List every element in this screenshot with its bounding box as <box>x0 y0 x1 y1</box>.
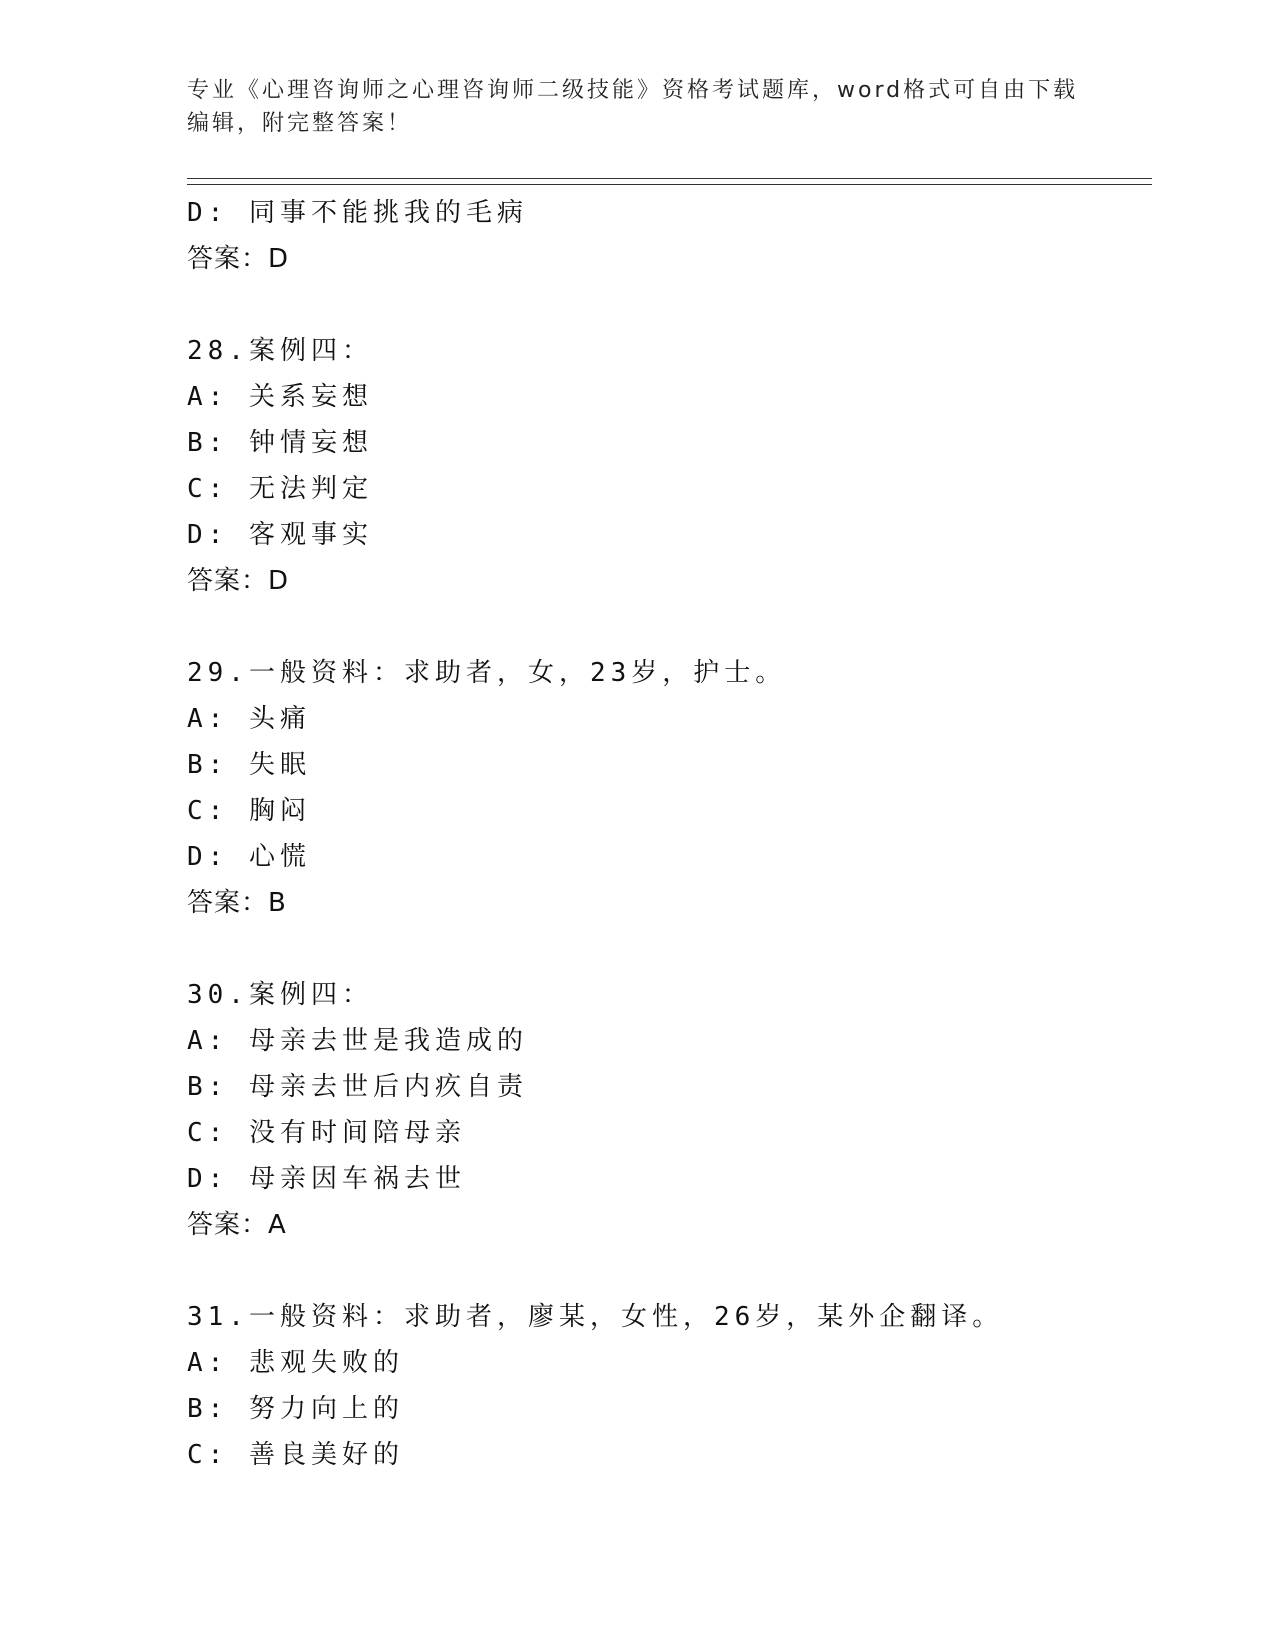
question-block <box>187 190 1152 282</box>
option-d: D: 心慌 <box>187 842 311 872</box>
header-divider <box>187 178 1152 185</box>
option-b: B: 钟情妄想 <box>187 428 373 458</box>
document-header <box>187 74 1087 140</box>
spacer <box>187 282 1152 328</box>
option-c: C: 善良美好的 <box>187 1440 404 1470</box>
header-line-1: 专业《心理咨询师之心理咨询师二级技能》资格考试题库，word格式可自由下载 <box>187 78 1079 103</box>
option-d: D: 同事不能挑我的毛病 <box>187 198 528 228</box>
option-b: B: 母亲去世后内疚自责 <box>187 1072 528 1102</box>
question-stem: 28.案例四： <box>187 336 373 366</box>
option-d: D: 母亲因车祸去世 <box>187 1164 466 1194</box>
question-block <box>187 1294 1152 1478</box>
option-b: B: 失眠 <box>187 750 311 780</box>
answer-line: 答案：D <box>187 566 290 596</box>
option-c: C: 没有时间陪母亲 <box>187 1118 466 1148</box>
answer-line: 答案：B <box>187 888 287 918</box>
option-a: A: 头痛 <box>187 704 311 734</box>
option-b: B: 努力向上的 <box>187 1394 404 1424</box>
option-c: C: 胸闷 <box>187 796 311 826</box>
spacer <box>187 926 1152 972</box>
question-stem: 29.一般资料：求助者，女，23岁，护士。 <box>187 658 787 688</box>
option-d: D: 客观事实 <box>187 520 373 550</box>
spacer <box>187 604 1152 650</box>
option-a: A: 关系妄想 <box>187 382 373 412</box>
question-block <box>187 328 1152 604</box>
question-block <box>187 972 1152 1248</box>
question-list <box>187 190 1152 1478</box>
option-c: C: 无法判定 <box>187 474 373 504</box>
question-block <box>187 650 1152 926</box>
question-stem: 30.案例四： <box>187 980 373 1010</box>
question-stem: 31.一般资料：求助者，廖某，女性，26岁，某外企翻译。 <box>187 1302 1004 1332</box>
option-a: A: 悲观失败的 <box>187 1348 404 1378</box>
spacer <box>187 1248 1152 1294</box>
answer-line: 答案：A <box>187 1210 287 1240</box>
header-line-2: 编辑，附完整答案！ <box>187 111 413 136</box>
option-a: A: 母亲去世是我造成的 <box>187 1026 528 1056</box>
answer-line: 答案：D <box>187 244 290 274</box>
